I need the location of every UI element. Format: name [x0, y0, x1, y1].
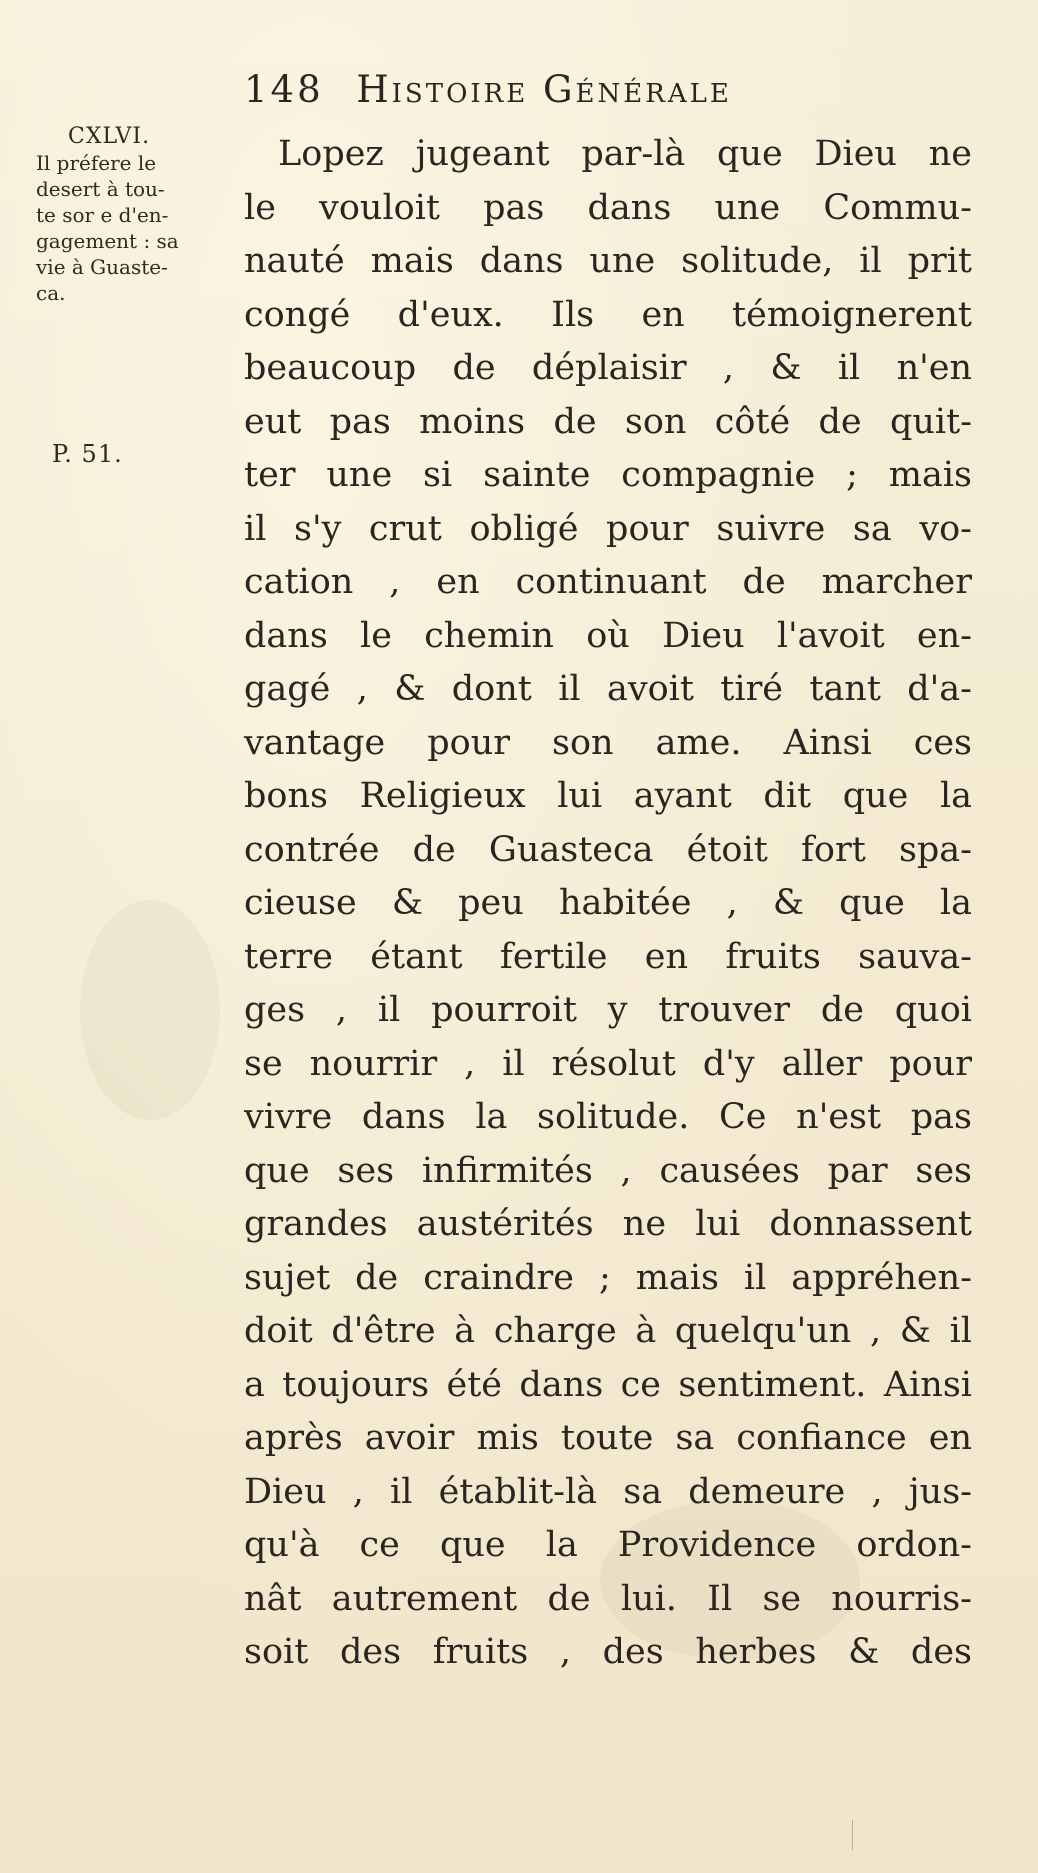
- text-line: eut pas moins de son côté de quit-: [244, 401, 972, 442]
- text-line: il s'y crut obligé pour suivre sa vo-: [244, 508, 972, 549]
- text-line: dans le chemin où Dieu l'avoit en-: [244, 615, 972, 656]
- body-text: [244, 128, 972, 1680]
- text-line: doit d'être à charge à quelqu'un , & il: [244, 1311, 972, 1351]
- sidenote-line: vie à Guaste-: [36, 255, 168, 279]
- sidenote-line: desert à tou-: [36, 177, 165, 201]
- page-header: [244, 68, 944, 128]
- text-line: après avoir mis toute sa confiance en: [244, 1418, 972, 1458]
- text-line: a toujours été dans ce sentiment. Ainsi: [244, 1364, 972, 1405]
- text-line: Lopez jugeant par-là que Dieu ne: [278, 134, 972, 174]
- sidenote-line: te sor e d'en-: [36, 203, 169, 227]
- text-line: Dieu , il établit-là sa demeure , jus-: [244, 1471, 972, 1512]
- sidenote-line: Il préfere le: [36, 151, 157, 175]
- text-line: beaucoup de déplaisir , & il n'en: [244, 348, 972, 388]
- running-title: Histoire Générale: [356, 68, 732, 111]
- text-line: congé d'eux. Ils en témoignerent: [244, 294, 972, 335]
- text-line: nât autrement de lui. Il se nourris-: [244, 1578, 972, 1619]
- text-line: nauté mais dans une solitude, il prit: [244, 241, 972, 281]
- text-line: bons Religieux lui ayant dit que la: [244, 776, 972, 816]
- marginal-note: [36, 124, 236, 306]
- text-line: vivre dans la solitude. Ce n'est pas: [244, 1097, 972, 1137]
- paper-mark: [852, 1820, 853, 1850]
- page-number: 148: [244, 68, 324, 111]
- paper-stain: [80, 900, 220, 1120]
- text-line: qu'à ce que la Providence ordon-: [244, 1525, 972, 1565]
- sidenote-number: CXLVI.: [68, 124, 151, 149]
- text-line: terre étant fertile en fruits sauva-: [244, 936, 972, 977]
- text-line: sujet de craindre ; mais il appréhen-: [244, 1257, 972, 1298]
- text-line: ter une si sainte compagnie ; mais: [244, 455, 972, 495]
- page-reference: P. 51.: [52, 440, 123, 468]
- text-line: soit des fruits , des herbes & des: [244, 1632, 972, 1672]
- text-line: que ses infirmités , causées par ses: [244, 1150, 972, 1191]
- text-line: gagé , & dont il avoit tiré tant d'a-: [244, 669, 972, 709]
- text-line: contrée de Guasteca étoit fort spa-: [244, 829, 972, 870]
- text-line: ges , il pourroit y trouver de quoi: [244, 990, 972, 1030]
- text-line: se nourrir , il résolut d'y aller pour: [244, 1043, 972, 1084]
- text-line: vantage pour son ame. Ainsi ces: [244, 722, 972, 763]
- text-line: le vouloit pas dans une Commu-: [244, 187, 972, 228]
- text-line: cieuse & peu habitée , & que la: [244, 883, 972, 923]
- text-line: cation , en continuant de marcher: [244, 562, 972, 602]
- sidenote-line: gagement : sa: [36, 229, 179, 253]
- sidenote-line: ca.: [36, 281, 66, 305]
- text-line: grandes austérités ne lui donnassent: [244, 1204, 972, 1244]
